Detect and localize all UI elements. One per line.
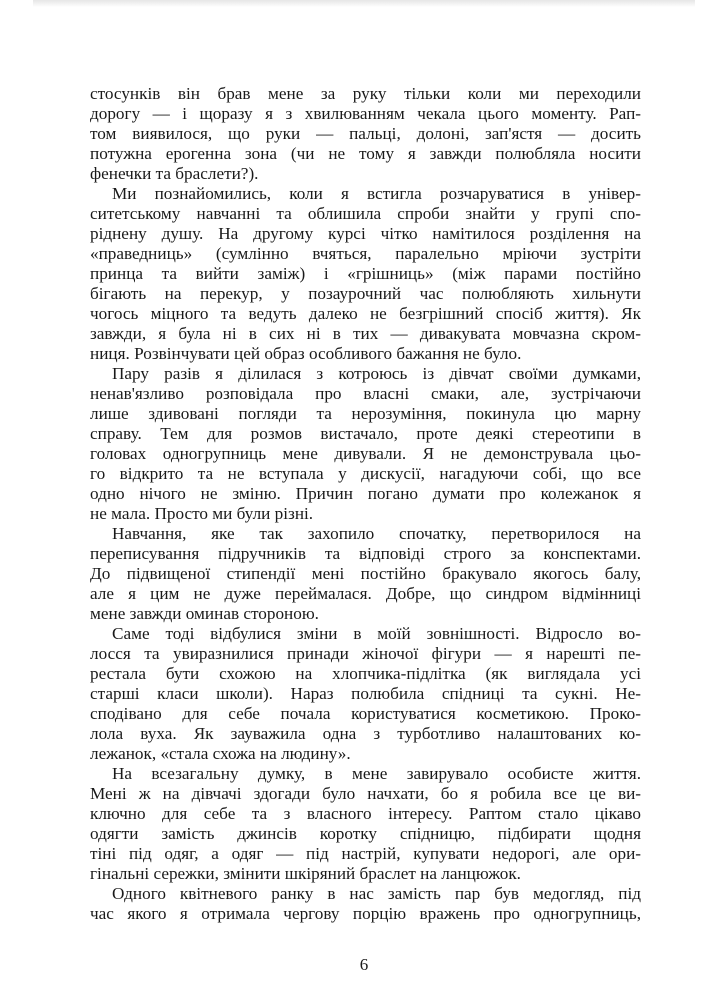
text-line: Ми познайомились, коли я встигла розчаруватися в універ-	[112, 184, 641, 203]
text-line: принца та вийти заміж) і «грішниць» (між парами постійно	[90, 264, 641, 283]
text-line: фенечки та браслети?).	[90, 164, 259, 183]
text-line: старші класи школи). Нараз полюбила спідниці та сукні. Не-	[90, 684, 641, 703]
text-line: ненав'язливо розповідала про власні смаки, але, зустрічаючи	[90, 384, 641, 403]
text-line: не мала. Просто ми були різні.	[90, 504, 314, 523]
scan-top-edge	[33, 0, 695, 7]
text-line: чогось міцного та ведуть далеко не безгрішний спосіб життя). Як	[90, 304, 641, 323]
paragraph	[90, 624, 641, 764]
paragraph	[90, 764, 641, 884]
text-line: одно нічого не зміню. Причин погано думати про колежанок я	[90, 484, 641, 503]
text-line: гінальні сережки, змінити шкіряний браслет на ланцюжок.	[90, 864, 521, 883]
text-line: лише здивовані погляди та нерозуміння, покинула цю марну	[90, 404, 641, 423]
text-line: Одного квітневого ранку в нас замість пар був медогляд, під	[112, 884, 641, 903]
text-line: дорогу — і щоразу я з хвилюванням чекала цього моменту. Рап-	[90, 104, 641, 123]
text-line: сподівано для себе почала користуватися косметикою. Проко-	[90, 704, 641, 723]
text-line: стосунків він брав мене за руку тільки коли ми переходили	[90, 84, 641, 103]
text-line: лосся та увиразнилися принади жіночої фігури — я нарешті пе-	[90, 644, 641, 663]
text-line: го відкрито та не вступала у дискусії, нагадуючи собі, що все	[90, 464, 641, 483]
paragraph	[90, 84, 641, 184]
text-line: ключно для себе та з власного інтересу. Раптом стало цікаво	[90, 804, 641, 823]
text-line: рестала бути схожою на хлопчика-підлітка (як виглядала усі	[90, 664, 641, 683]
text-line: Мені ж на дівчачі здогади було начхати, бо я робила все це ви-	[90, 784, 641, 803]
paragraph	[90, 184, 641, 364]
text-line: «праведниць» (сумлінно вчяться, паралельно мріючи зустріти	[90, 244, 641, 263]
paragraph	[90, 364, 641, 524]
text-line: ріднену душу. На другому курсі чітко намітилося розділення на	[90, 224, 641, 243]
text-line: Саме тоді відбулися зміни в моїй зовнішності. Відросло во-	[112, 624, 641, 643]
text-line: переписування підручників та відповіді строго за конспектами.	[90, 544, 641, 563]
text-line: бігають на перекур, у позаурочний час полюбляють хильнути	[90, 284, 641, 303]
text-line: але я цим не дуже переймалася. Добре, що синдром відмінниці	[90, 584, 641, 603]
text-line: мене завжди оминав стороною.	[90, 604, 319, 623]
paragraph	[90, 884, 641, 924]
text-line: завжди, я була ні в сих ні в тих — дивакувата мовчазна скром-	[90, 324, 641, 343]
text-line: справу. Тем для розмов вистачало, проте деякі стереотипи в	[90, 424, 641, 443]
text-line: До підвищеної стипендії мені постійно бракувало якогось балу,	[90, 564, 641, 583]
text-line: лежанок, «стала схожа на людину».	[90, 744, 351, 763]
text-line: ситетському навчанні та облишила спроби знайти у групі спо-	[90, 204, 641, 223]
text-line: тіні під одяг, а одяг — під настрій, купувати недорогі, але ори-	[90, 844, 641, 863]
paragraph	[90, 524, 641, 624]
text-line: том виявилося, що руки — пальці, долоні, зап'ястя — досить	[90, 124, 641, 143]
text-line: Пару разів я ділилася з котроюсь із дівчат своїми думками,	[112, 364, 641, 383]
text-line: одягти замість джинсів коротку спідницю, підбирати щодня	[90, 824, 641, 843]
text-line: ниця. Розвінчувати цей образ особливого бажання не було.	[90, 344, 522, 363]
page-number: 6	[359, 955, 369, 974]
text-line: головах одногрупниць мене дивували. Я не демонструвала цьо-	[90, 444, 641, 463]
text-line: Навчання, яке так захопило спочатку, перетворилося на	[112, 524, 641, 543]
text-line: лола вуха. Як зауважила одна з турботливо налаштованих ко-	[90, 724, 641, 743]
book-page-text	[90, 84, 641, 924]
text-line: час якого я отримала чергову порцію вражень про одногрупниць,	[90, 904, 641, 923]
text-line: потужна ерогенна зона (чи не тому я завжди полюбляла носити	[90, 144, 641, 163]
text-line: На всезагальну думку, в мене завирувало особисте життя.	[112, 764, 641, 783]
